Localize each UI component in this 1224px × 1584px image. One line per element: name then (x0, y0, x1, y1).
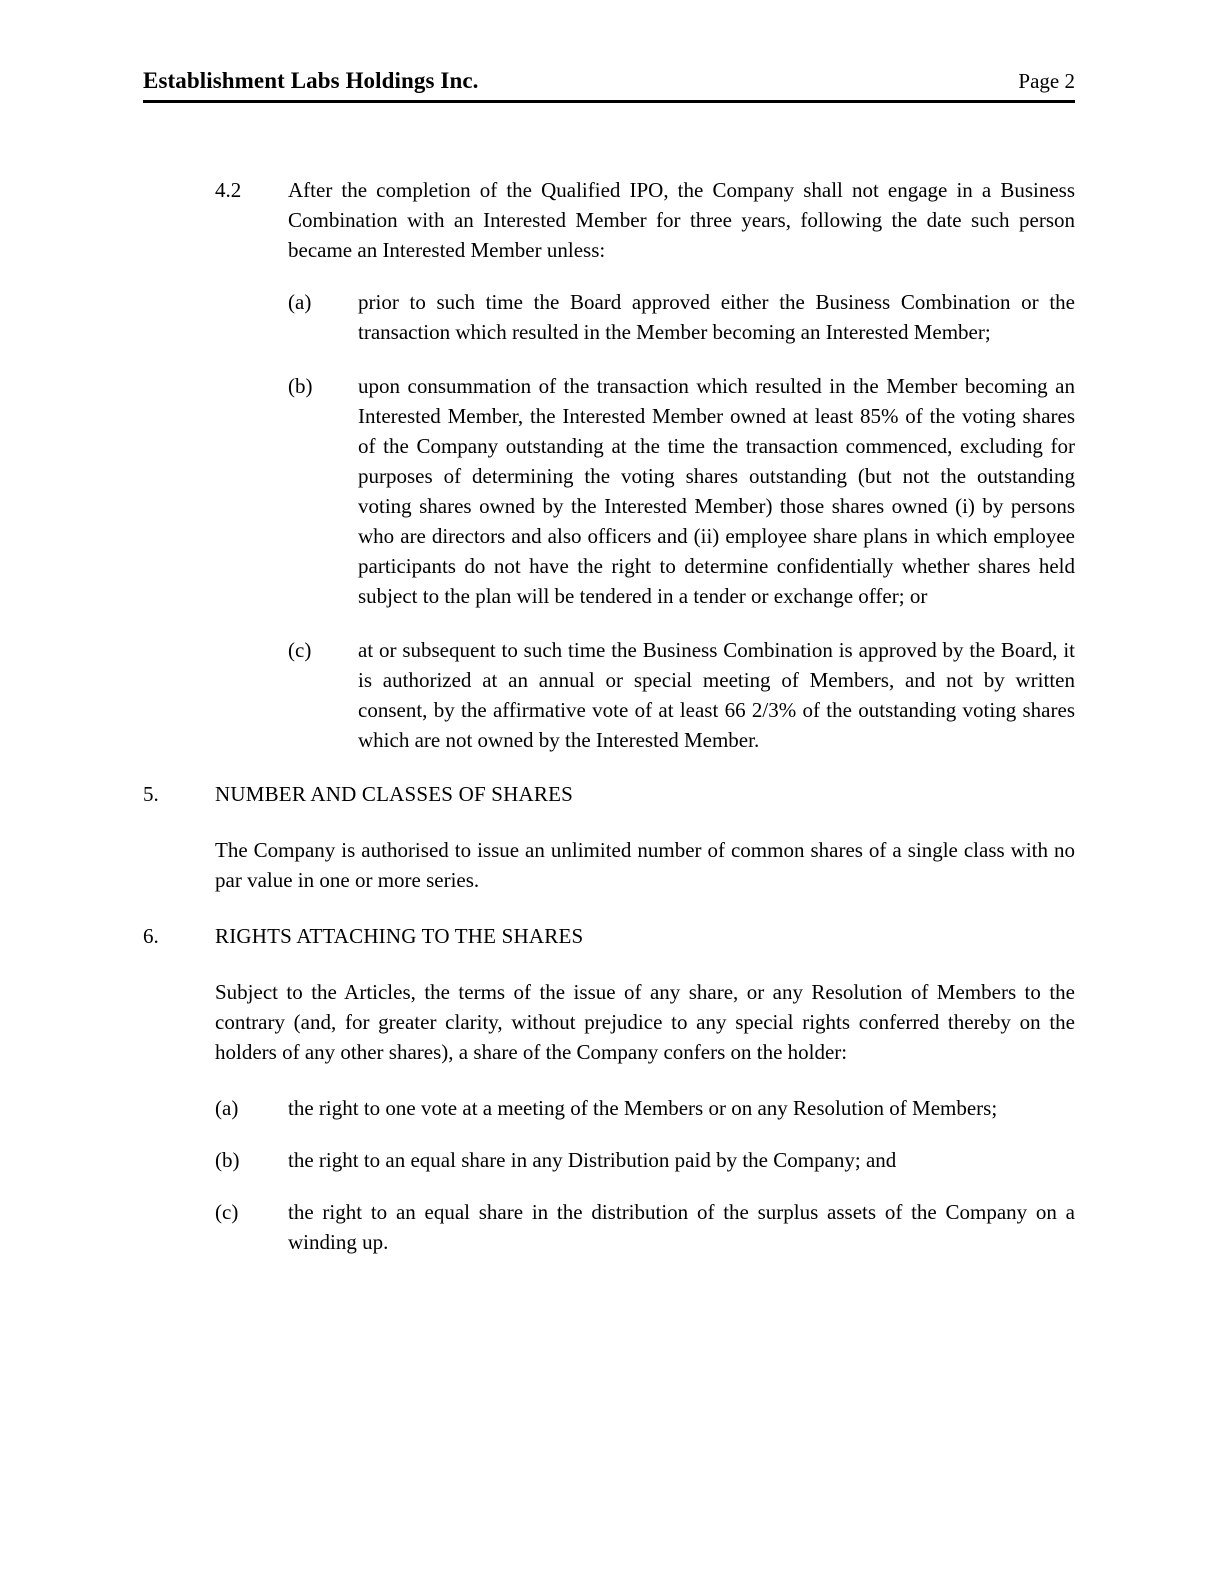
clause-4-2-c-marker: (c) (288, 638, 312, 662)
clause-4-2-b (288, 371, 1075, 611)
clause-4-2-a-text: prior to such time the Board approved either the Business Combination or the transaction which resulted in the Member becoming an Interested Member; (358, 290, 1075, 344)
section-6-marker: 6. (143, 924, 159, 948)
section-6-item-b-text: the right to an equal share in any Distribution paid by the Company; and (288, 1148, 897, 1172)
section-5-body: The Company is authorised to issue an unlimited number of common shares of a single class with no par value in one or more series. (215, 838, 1075, 892)
clause-4-2 (215, 175, 1075, 265)
section-6-body: Subject to the Articles, the terms of the issue of any share, or any Resolution of Members to the contrary (and, for greater clarity, without prejudice to any special rights conferred thereby on the holders of any other shares), a share of the Company confers on the holder: (215, 980, 1075, 1064)
section-6-title: RIGHTS ATTACHING TO THE SHARES (215, 924, 584, 948)
section-5-marker: 5. (143, 782, 159, 806)
clause-4-2-b-marker: (b) (288, 374, 313, 398)
section-6-item-a (215, 1093, 1075, 1123)
section-6-heading (143, 921, 1075, 951)
clause-4-2-c-text: at or subsequent to such time the Business Combination is approved by the Board, it is authorized at an annual or special meeting of Members, and not by written consent, by the affirmative vote of at least 66 2/3% of the outstanding voting shares which are not owned by the Interested Member. (358, 638, 1075, 752)
section-6-item-c-text: the right to an equal share in the distribution of the surplus assets of the Company on a winding up. (288, 1200, 1075, 1254)
clause-4-2-a-marker: (a) (288, 290, 312, 314)
header-page-number: Page 2 (1018, 69, 1075, 93)
clause-4-2-marker: 4.2 (215, 178, 242, 202)
document-body (143, 175, 1075, 1279)
clause-4-2-b-text: upon consummation of the transaction which resulted in the Member becoming an Interested Member, the Interested Member owned at least 85% of the voting shares of the Company outstanding at the time the transaction commenced, excluding for purposes of determining the voting shares outstanding (but not the outstanding voting shares owned by the Interested Member) those shares owned (i) by persons who are directors and also officers and (ii) employee share plans in which employee participants do not have the right to determine confidentially whether shares held subject to the plan will be tendered in a tender or exchange offer; or (358, 374, 1075, 608)
clause-4-2-a (288, 287, 1075, 347)
section-5-heading (143, 779, 1075, 809)
clause-4-2-text: After the completion of the Qualified IPO, the Company shall not engage in a Business Combination with an Interested Member for three years, following the date such person became an Interested Member unless: (288, 178, 1075, 262)
section-5-title: NUMBER AND CLASSES OF SHARES (215, 782, 574, 806)
page-header (143, 68, 1075, 103)
header-company-name: Establishment Labs Holdings Inc. (143, 68, 479, 93)
section-6-item-b-marker: (b) (215, 1148, 240, 1172)
section-6-item-a-text: the right to one vote at a meeting of the Members or on any Resolution of Members; (288, 1096, 998, 1120)
section-6-item-b (215, 1145, 1075, 1175)
section-6-item-c (215, 1197, 1075, 1257)
clause-4-2-c (288, 635, 1075, 755)
section-6-item-a-marker: (a) (215, 1096, 239, 1120)
section-6-item-c-marker: (c) (215, 1200, 239, 1224)
